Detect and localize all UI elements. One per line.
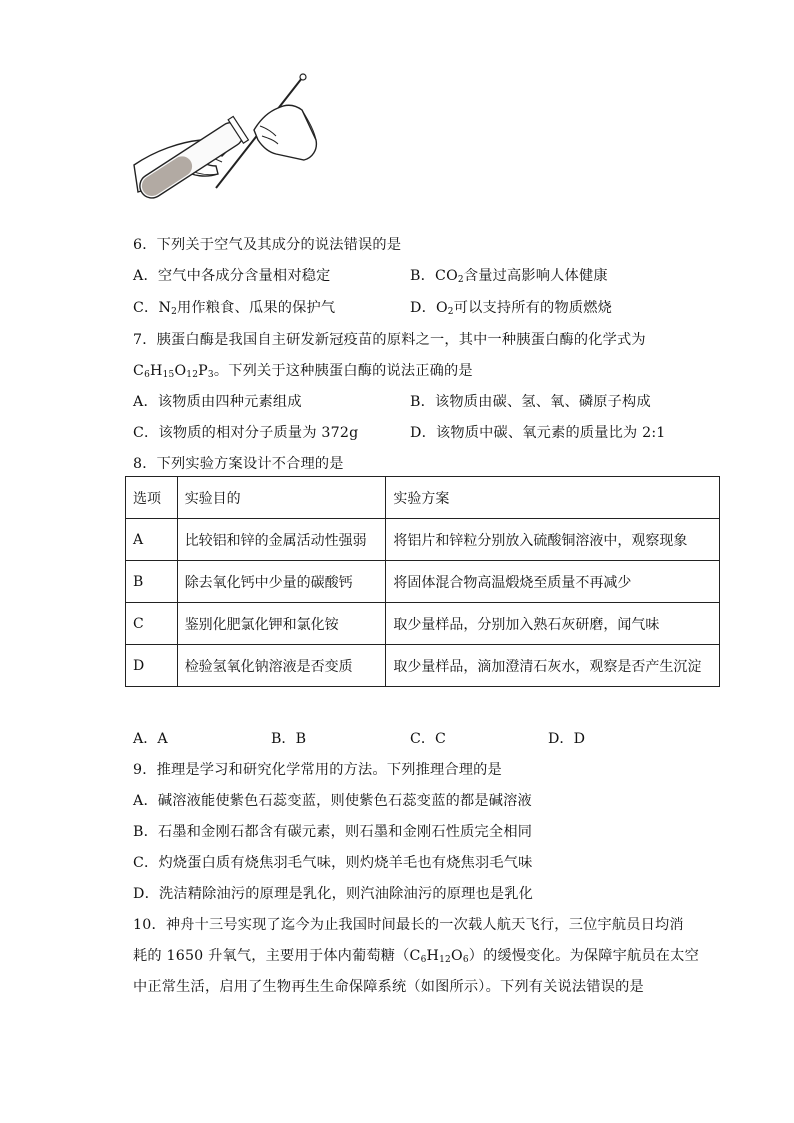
table-cell: 将铝片和锌粒分别放入硫酸铜溶液中，观察现象 bbox=[386, 519, 720, 561]
q7-stem-line2: $C_6H_{15}O_{12}P_3$。下列关于这种胰蛋白酶的说法正确的是 bbox=[133, 363, 473, 380]
q8-option-c: C．C bbox=[410, 731, 446, 747]
q9-option-c: C．灼烧蛋白质有烧焦羽毛气味，则灼烧羊毛也有烧焦羽毛气味 bbox=[133, 855, 533, 871]
q9-option-d: D．洗洁精除油污的原理是乳化，则汽油除油污的原理也是乳化 bbox=[133, 886, 534, 902]
table-cell: 除去氧化钙中少量的碳酸钙 bbox=[177, 561, 386, 603]
table-cell: 将固体混合物高温煅烧至质量不再减少 bbox=[386, 561, 720, 603]
q7-stem-line1: 7．胰蛋白酶是我国自主研发新冠疫苗的原料之一，其中一种胰蛋白酶的化学式为 bbox=[133, 332, 646, 348]
table-row bbox=[126, 645, 720, 687]
table-cell: C bbox=[126, 603, 178, 645]
q10-stem-line2: 耗的 1650 升氧气，主要用于体内葡萄糖$(C_6H_{12}O_6)$的缓慢变化。为保障宇航员在太空 bbox=[133, 948, 699, 965]
q6-option-c: C．$N_2$用作粮食、瓜果的保护气 bbox=[133, 300, 336, 317]
q8-stem: 8．下列实验方案设计不合理的是 bbox=[133, 456, 344, 472]
q8-option-b: B．B bbox=[271, 731, 307, 747]
q7-option-b: B．该物质由碳、氢、氧、磷原子构成 bbox=[410, 394, 651, 410]
q6-option-a: A．空气中各成分含量相对稳定 bbox=[133, 268, 331, 284]
table-cell: 鉴别化肥氯化钾和氯化铵 bbox=[177, 603, 386, 645]
test-tube-illustration bbox=[126, 70, 326, 220]
q6-option-d: D．$O_2$可以支持所有的物质燃烧 bbox=[410, 300, 612, 317]
table-cell: 检验氢氧化钠溶液是否变质 bbox=[177, 645, 386, 687]
q7-option-c: C．该物质的相对分子质量为 372g bbox=[133, 425, 359, 441]
q6-option-b: B．$CO_2$含量过高影响人体健康 bbox=[410, 268, 608, 285]
table-header-cell: 实验方案 bbox=[386, 477, 720, 519]
table-row bbox=[126, 519, 720, 561]
table-cell: B bbox=[126, 561, 178, 603]
table-header-cell: 实验目的 bbox=[177, 477, 386, 519]
table-row bbox=[126, 603, 720, 645]
q8-option-a: A．A bbox=[133, 731, 168, 747]
table-header-row bbox=[126, 477, 720, 519]
table-cell: 比较铝和锌的金属活动性强弱 bbox=[177, 519, 386, 561]
table-cell: 取少量样品，滴加澄清石灰水，观察是否产生沉淀 bbox=[386, 645, 720, 687]
table-row bbox=[126, 561, 720, 603]
table-header-cell: 选项 bbox=[126, 477, 178, 519]
q6-stem: 6．下列关于空气及其成分的说法错误的是 bbox=[133, 237, 402, 253]
table-cell: D bbox=[126, 645, 178, 687]
q7-option-a: A．该物质由四种元素组成 bbox=[133, 394, 302, 410]
q7-formula: $C_6H_{15}O_{12}P_3$ bbox=[133, 363, 214, 380]
q9-option-a: A．碱溶液能使紫色石蕊变蓝，则使紫色石蕊变蓝的都是碱溶液 bbox=[133, 793, 532, 809]
table-cell: 取少量样品，分别加入熟石灰研磨，闻气味 bbox=[386, 603, 720, 645]
q9-stem: 9．推理是学习和研究化学常用的方法。下列推理合理的是 bbox=[133, 762, 502, 778]
experiment-table bbox=[125, 476, 720, 687]
table-cell: A bbox=[126, 519, 178, 561]
q9-option-b: B．石墨和金刚石都含有碳元素，则石墨和金刚石性质完全相同 bbox=[133, 824, 533, 840]
q10-stem-line3: 中正常生活，启用了生物再生生命保障系统（如图所示）。下列有关说法错误的是 bbox=[133, 979, 644, 995]
q10-stem-line1: 10．神舟十三号实现了迄今为止我国时间最长的一次载人航天飞行，三位宇航员日均消 bbox=[133, 917, 684, 933]
q8-option-d: D．D bbox=[548, 731, 585, 747]
q7-option-d: D．该物质中碳、氧元素的质量比为 2:1 bbox=[410, 425, 666, 441]
